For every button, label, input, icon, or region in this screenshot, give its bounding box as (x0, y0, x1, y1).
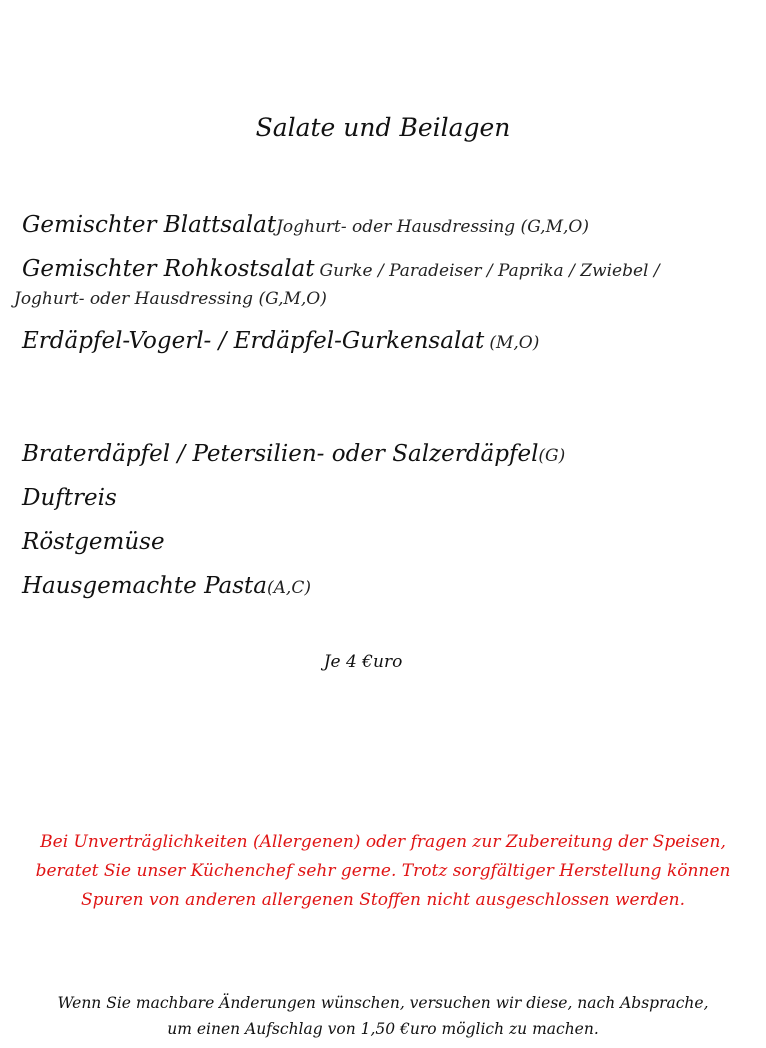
allergen-notice: Bei Unverträglichkeiten (Allergenen) oder fragen zur Zubereitung der Speisen, beratet Sie unser Küchenchef sehr gerne. Trotz sorgfältiger Herstellung können Spuren von anderen allergenen Stoffen nicht ausgeschlossen werden. (35, 832, 731, 910)
menu-item-name: Duftreis (22, 485, 117, 511)
menu-item (22, 529, 165, 555)
price-note: Je 4 €uro (323, 652, 403, 672)
menu-item (22, 573, 311, 599)
menu-item-name: Hausgemachte Pasta (22, 573, 268, 599)
menu-item-description: (A,C) (267, 578, 311, 598)
menu-item-name: Röstgemüse (22, 529, 165, 555)
menu-item-name: Gemischter Blattsalat (22, 212, 277, 238)
menu-item-description-continued: Joghurt- oder Hausdressing (G,M,O) (14, 289, 327, 309)
menu-item-name: Erdäpfel-Vogerl- / Erdäpfel-Gurkensalat (22, 328, 485, 354)
menu-item-description: (G) (538, 446, 566, 466)
menu-item-description: Joghurt- oder Hausdressing (G,M,O) (276, 217, 589, 237)
menu-item (22, 328, 539, 354)
footer-line: Wenn Sie machbare Änderungen wünschen, versuchen wir diese, nach Absprache, (57, 994, 709, 1012)
menu-item-description: (M,O) (489, 333, 540, 353)
menu-item-name: Gemischter Rohkostsalat (22, 256, 315, 282)
menu-item (22, 256, 660, 282)
menu-item-description: Gurke / Paradeiser / Paprika / Zwiebel / (319, 261, 660, 281)
footer-line: um einen Aufschlag von 1,50 €uro möglich zu machen. (167, 1020, 599, 1038)
menu-item (22, 212, 589, 238)
menu-item (22, 441, 565, 467)
page-title: Salate und Beilagen (255, 113, 511, 142)
menu-item-name: Braterdäpfel / Petersilien- oder Salzerdäpfel (22, 441, 539, 467)
menu-item (22, 485, 117, 511)
footer-note (10, 990, 756, 1042)
